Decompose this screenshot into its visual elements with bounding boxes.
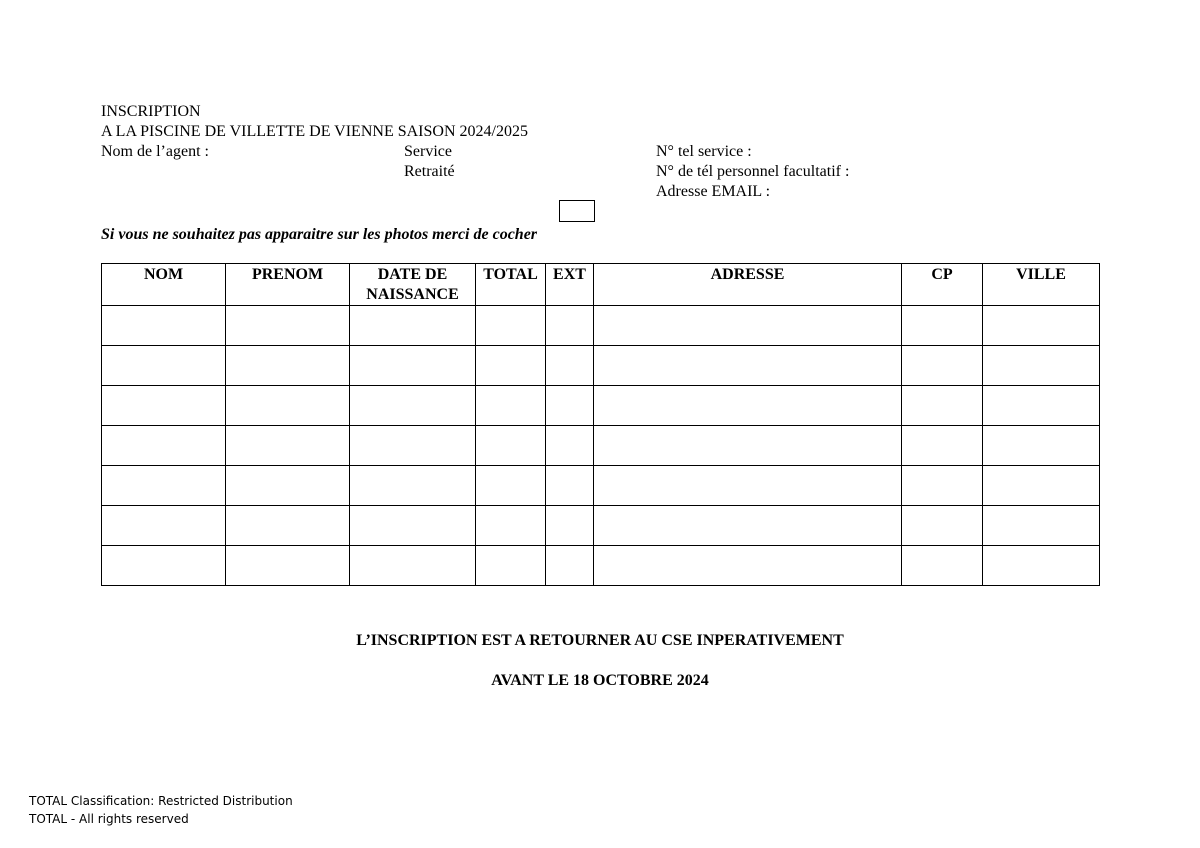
cell-cp[interactable] (902, 546, 983, 586)
agent-name-label: Nom de l’agent : (101, 143, 209, 160)
cell-ext[interactable] (546, 506, 594, 546)
cell-nom[interactable] (102, 506, 226, 546)
table-header-row (102, 264, 1100, 306)
table-row (102, 466, 1100, 506)
cell-adresse[interactable] (594, 306, 902, 346)
classification-label: TOTAL Classification: Restricted Distribution (29, 794, 293, 808)
cell-ville[interactable] (983, 386, 1100, 426)
cell-adresse[interactable] (594, 386, 902, 426)
cell-adresse[interactable] (594, 466, 902, 506)
cell-nom[interactable] (102, 346, 226, 386)
cell-cp[interactable] (902, 346, 983, 386)
table-row (102, 426, 1100, 466)
cell-total[interactable] (476, 506, 546, 546)
cell-cp[interactable] (902, 466, 983, 506)
service-phone-label: N° tel service : (656, 143, 752, 160)
deadline-notice: L’INSCRIPTION EST A RETOURNER AU CSE INPERATIVEMENT (356, 632, 844, 649)
column-header-ville: VILLE (983, 264, 1100, 306)
photo-opt-out-checkbox[interactable] (559, 200, 595, 222)
cell-total[interactable] (476, 306, 546, 346)
cell-total[interactable] (476, 346, 546, 386)
cell-cp[interactable] (902, 426, 983, 466)
form-title: INSCRIPTION (101, 103, 201, 120)
cell-ville[interactable] (983, 466, 1100, 506)
registration-table (101, 263, 1100, 586)
column-header-cp: CP (902, 264, 983, 306)
cell-prenom[interactable] (226, 346, 350, 386)
cell-ville[interactable] (983, 426, 1100, 466)
column-header-prenom: PRENOM (226, 264, 350, 306)
cell-ext[interactable] (546, 546, 594, 586)
column-header-adresse: ADRESSE (594, 264, 902, 306)
cell-ext[interactable] (546, 386, 594, 426)
cell-total[interactable] (476, 546, 546, 586)
cell-cp[interactable] (902, 306, 983, 346)
cell-total[interactable] (476, 386, 546, 426)
column-header-total: TOTAL (476, 264, 546, 306)
cell-ville[interactable] (983, 546, 1100, 586)
cell-ext[interactable] (546, 466, 594, 506)
rights-notice: TOTAL - All rights reserved (29, 812, 189, 826)
cell-date-naissance[interactable] (350, 466, 476, 506)
column-header-ext: EXT (546, 264, 594, 306)
cell-prenom[interactable] (226, 426, 350, 466)
cell-adresse[interactable] (594, 546, 902, 586)
cell-date-naissance[interactable] (350, 426, 476, 466)
column-header-date-naissance: DATE DE NAISSANCE (350, 264, 476, 306)
column-header-nom: NOM (102, 264, 226, 306)
cell-total[interactable] (476, 426, 546, 466)
cell-ville[interactable] (983, 346, 1100, 386)
cell-cp[interactable] (902, 386, 983, 426)
cell-ville[interactable] (983, 306, 1100, 346)
cell-date-naissance[interactable] (350, 306, 476, 346)
table-row (102, 506, 1100, 546)
cell-adresse[interactable] (594, 506, 902, 546)
table-row (102, 546, 1100, 586)
cell-prenom[interactable] (226, 466, 350, 506)
retired-label: Retraité (404, 163, 455, 180)
cell-adresse[interactable] (594, 346, 902, 386)
cell-ext[interactable] (546, 426, 594, 466)
cell-nom[interactable] (102, 546, 226, 586)
cell-nom[interactable] (102, 466, 226, 506)
cell-ville[interactable] (983, 506, 1100, 546)
cell-prenom[interactable] (226, 306, 350, 346)
email-label: Adresse EMAIL : (656, 183, 771, 200)
form-subtitle: A LA PISCINE DE VILLETTE DE VIENNE SAISON 2024/2025 (101, 123, 528, 140)
cell-ext[interactable] (546, 306, 594, 346)
table-row (102, 306, 1100, 346)
cell-date-naissance[interactable] (350, 546, 476, 586)
cell-ext[interactable] (546, 346, 594, 386)
table-row (102, 386, 1100, 426)
table-row (102, 346, 1100, 386)
cell-total[interactable] (476, 466, 546, 506)
deadline-date: AVANT LE 18 OCTOBRE 2024 (491, 672, 709, 689)
cell-nom[interactable] (102, 426, 226, 466)
cell-date-naissance[interactable] (350, 386, 476, 426)
cell-prenom[interactable] (226, 386, 350, 426)
cell-date-naissance[interactable] (350, 346, 476, 386)
service-label: Service (404, 143, 452, 160)
personal-phone-label: N° de tél personnel facultatif : (656, 163, 850, 180)
cell-cp[interactable] (902, 506, 983, 546)
cell-prenom[interactable] (226, 546, 350, 586)
cell-date-naissance[interactable] (350, 506, 476, 546)
cell-nom[interactable] (102, 306, 226, 346)
cell-nom[interactable] (102, 386, 226, 426)
cell-prenom[interactable] (226, 506, 350, 546)
photo-opt-out-note: Si vous ne souhaitez pas apparaitre sur les photos merci de cocher (101, 226, 538, 243)
cell-adresse[interactable] (594, 426, 902, 466)
